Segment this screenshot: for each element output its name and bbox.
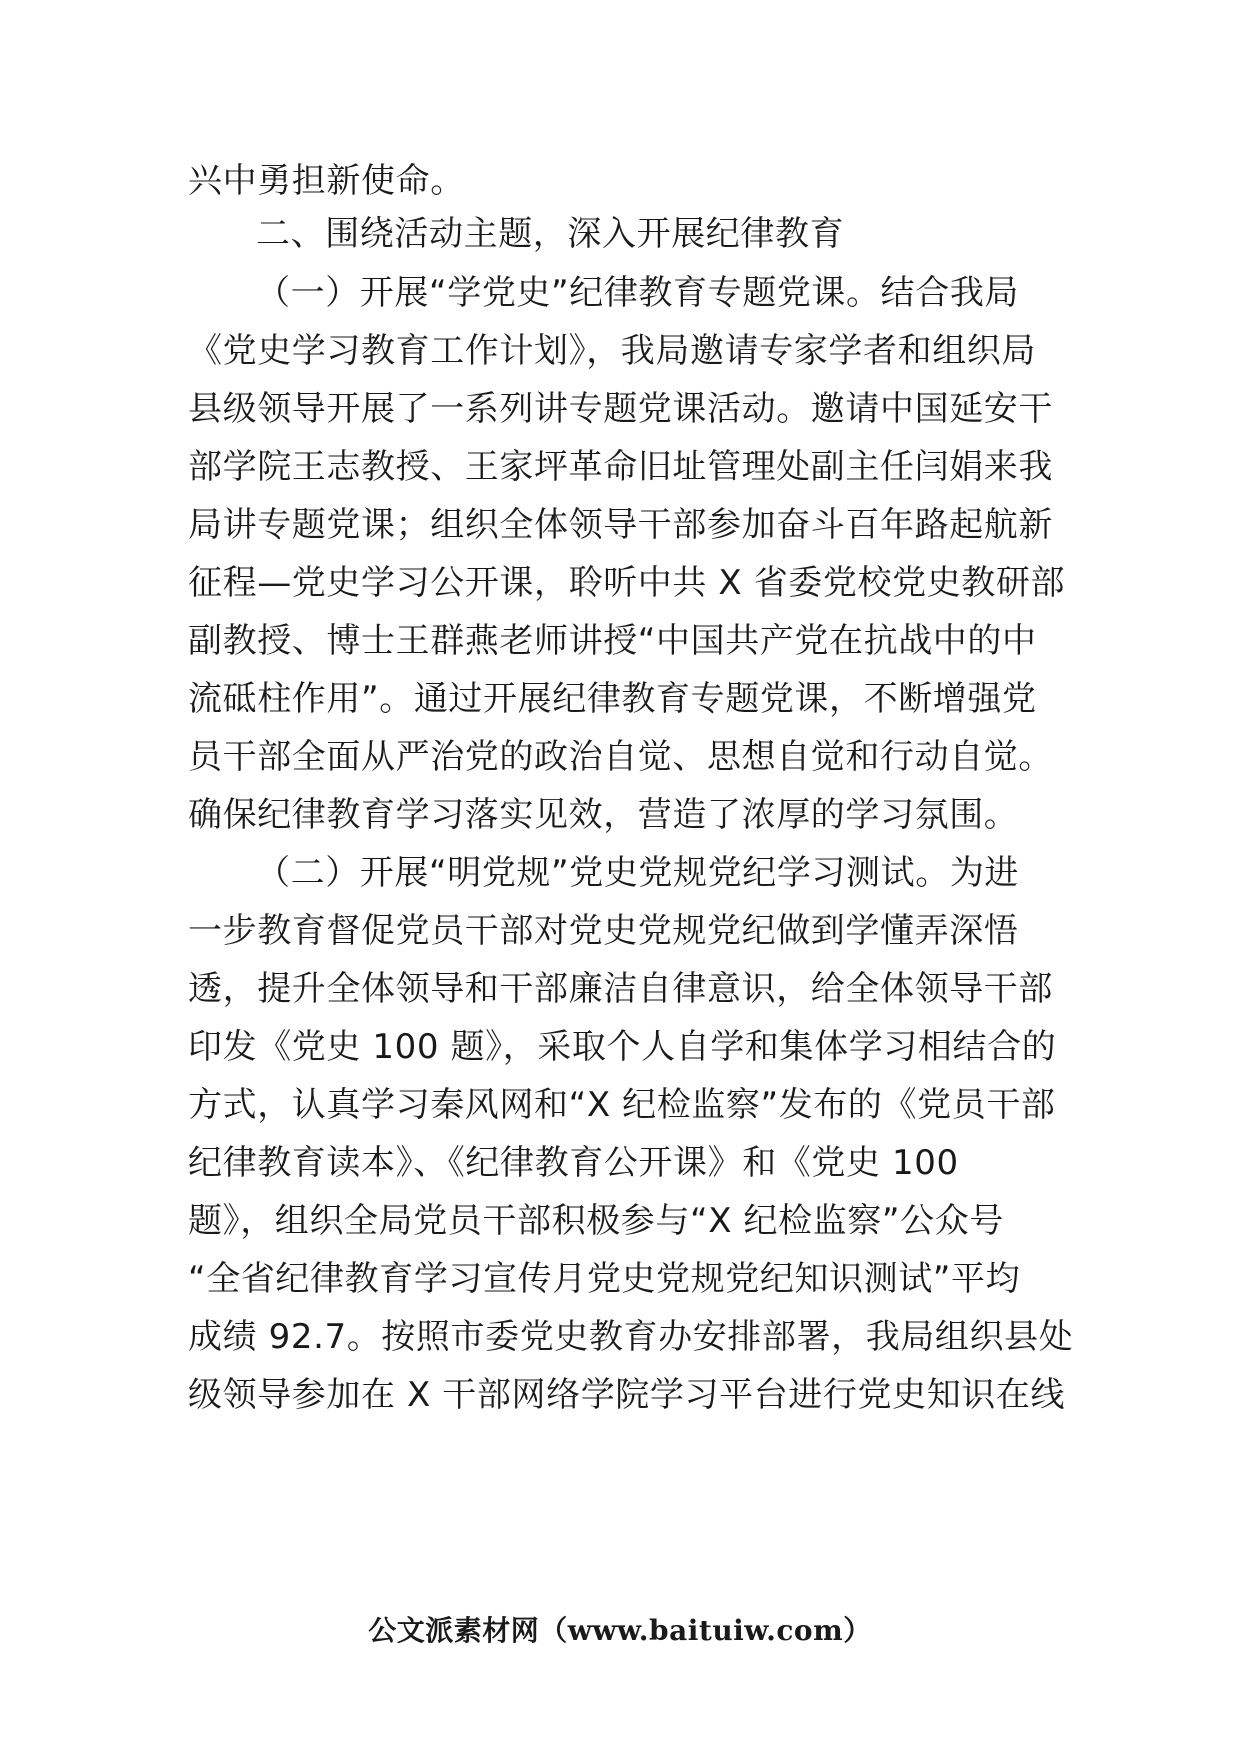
body-line: 确保纪律教育学习落实见效，营造了浓厚的学习氛围。 (188, 795, 1019, 835)
body-line: 题》，组织全局党员干部积极参与“X 纪检监察”公众号 (188, 1201, 1004, 1241)
body-line: 成绩 92.7。按照市委党史教育办安排部署，我局组织县处 (188, 1317, 1074, 1357)
body-line: 征程—党史学习公开课，聆听中共 X 省委党校党史教研部 (188, 563, 1066, 603)
body-line: 印发《党史 100 题》，采取个人自学和集体学习相结合的 (188, 1027, 1057, 1067)
body-line: “全省纪律教育学习宣传月党史党规党纪知识测试”平均 (188, 1259, 1021, 1299)
body-line: 透，提升全体领导和干部廉洁自律意识，给全体领导干部 (188, 969, 1053, 1009)
body-line: 流砥柱作用”。通过开展纪律教育专题党课，不断增强党 (188, 679, 1037, 719)
body-line: 级领导参加在 X 干部网络学院学习平台进行党史知识在线 (188, 1375, 1066, 1415)
body-line: 纪律教育读本》、《纪律教育公开课》和《党史 100 (188, 1143, 959, 1183)
body-line: 局讲专题党课；组织全体领导干部参加奋斗百年路起航新 (188, 505, 1053, 545)
body-line: 部学院王志教授、王家坪革命旧址管理处副主任闫娟来我 (188, 447, 1053, 487)
section-heading: 二、围绕活动主题，深入开展纪律教育 (256, 214, 845, 254)
body-line: 县级领导开展了一系列讲专题党课活动。邀请中国延安干 (188, 389, 1053, 429)
body-line: （二）开展“明党规”党史党规党纪学习测试。为进 (256, 853, 1020, 893)
body-line: 员干部全面从严治党的政治自觉、思想自觉和行动自觉。 (188, 737, 1053, 777)
body-line: 兴中勇担新使命。 (188, 161, 465, 201)
body-line: 《党史学习教育工作计划》，我局邀请专家学者和组织局 (188, 331, 1036, 371)
body-line: 副教授、博士王群燕老师讲授“中国共产党在抗战中的中 (188, 621, 1037, 661)
body-line: （一）开展“学党史”纪律教育专题党课。结合我局 (256, 273, 1020, 313)
body-line: 一步教育督促党员干部对党史党规党纪做到学懂弄深悟 (188, 911, 1019, 951)
body-line: 方式，认真学习秦风网和“X 纪检监察”发布的《党员干部 (188, 1085, 1056, 1125)
page-footer: 公文派素材网（www.baituiw.com） (368, 1614, 872, 1647)
